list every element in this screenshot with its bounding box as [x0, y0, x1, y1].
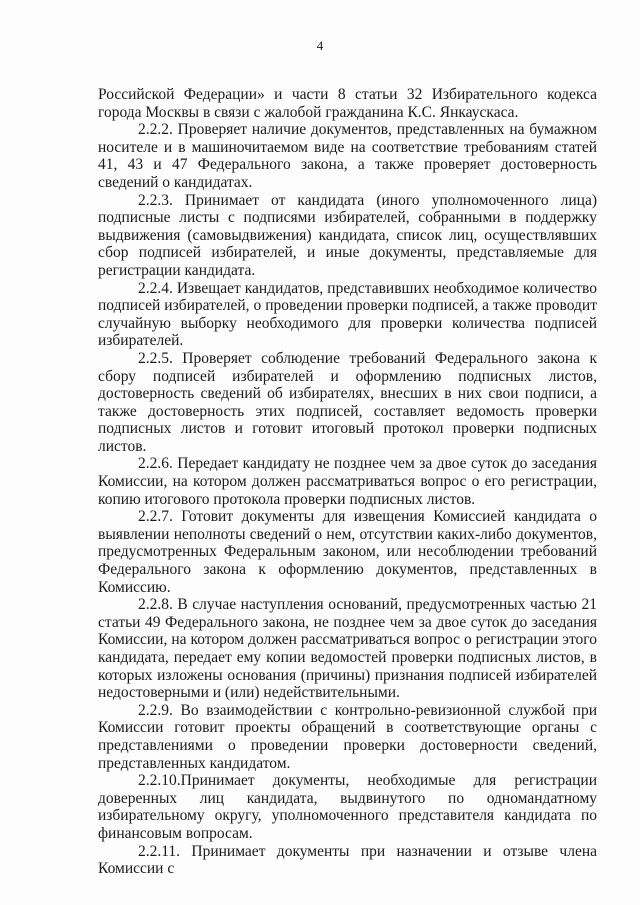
paragraph-2-2-5: 2.2.5. Проверяет соблюдение требований Федерального закона к сбору подписей избирателей и оформлению подписных листов, достоверность сведений об избирателях, внесших в них свои подписи, а также достоверность этих подписей, составляет ведомость проверки подписных листов и готовит итоговый протокол проверки подписных листов. — [98, 349, 597, 455]
paragraph-2-2-8: 2.2.8. В случае наступления оснований, предусмотренных частью 21 статьи 49 Федерального закона, не позднее чем за двое суток до заседания Комиссии, на котором должен рассматриваться вопрос о регистрации этого кандидата, передает ему копии ведомостей проверки подписных листов, в которых изложены основания (причины) признания подписей избирателей недостоверными и (или) недействительными. — [98, 596, 597, 702]
paragraph-continuation: Российской Федерации» и части 8 статьи 32 Избирательного кодекса города Москвы в связи с жалобой гражданина К.С. Янкаускаса. — [98, 86, 597, 121]
paragraph-2-2-10: 2.2.10.Принимает документы, необходимые для регистрации доверенных лиц кандидата, выдвинутого по одномандатному избирательному округу, уполномоченного представителя кандидата по финансовым вопросам. — [98, 772, 597, 842]
paragraph-2-2-3: 2.2.3. Принимает от кандидата (иного уполномоченного лица) подписные листы с подписями избирателей, собранными в поддержку выдвижения (самовыдвижения) кандидата, список лиц, осуществлявших сбор подписей избирателей, и иные документы, представляемые для регистрации кандидата. — [98, 191, 597, 279]
paragraph-2-2-9: 2.2.9. Во взаимодействии с контрольно-ревизионной службой при Комиссии готовит проекты обращений в соответствующие органы с представлениями о проведении проверки достоверности сведений, представленных кандидатом. — [98, 701, 597, 772]
page-number: 4 — [316, 38, 324, 53]
paragraph-2-2-4: 2.2.4. Извещает кандидатов, представивших необходимое количество подписей избирателей, о проведении проверки подписей, а также проводит случайную выборку необходимого для проверки количества подписей избирателей. — [98, 279, 597, 350]
paragraph-2-2-11: 2.2.11. Принимает документы при назначении и отзыве члена Комиссии с — [98, 842, 597, 878]
paragraph-2-2-6: 2.2.6. Передает кандидату не позднее чем за двое суток до заседания Комиссии, на котором должен рассматриваться вопрос о его регистрации, копию итогового протокола проверки подписных листов. — [98, 455, 597, 508]
paragraph-2-2-2: 2.2.2. Проверяет наличие документов, представленных на бумажном носителе и в машиночитаемом виде на соответствие требованиям статей 41, 43 и 47 Федерального закона, а также проверяет достоверность сведений о кандидатах. — [98, 121, 597, 191]
paragraph-2-2-7: 2.2.7. Готовит документы для извещения Комиссией кандидата о выявлении неполноты сведений о нем, отсутствии каких-либо документов, предусмотренных Федеральным законом, или несоблюдении требований Федерального закона к оформлению документов, представленных в Комиссию. — [98, 508, 597, 596]
document-body — [98, 86, 597, 878]
